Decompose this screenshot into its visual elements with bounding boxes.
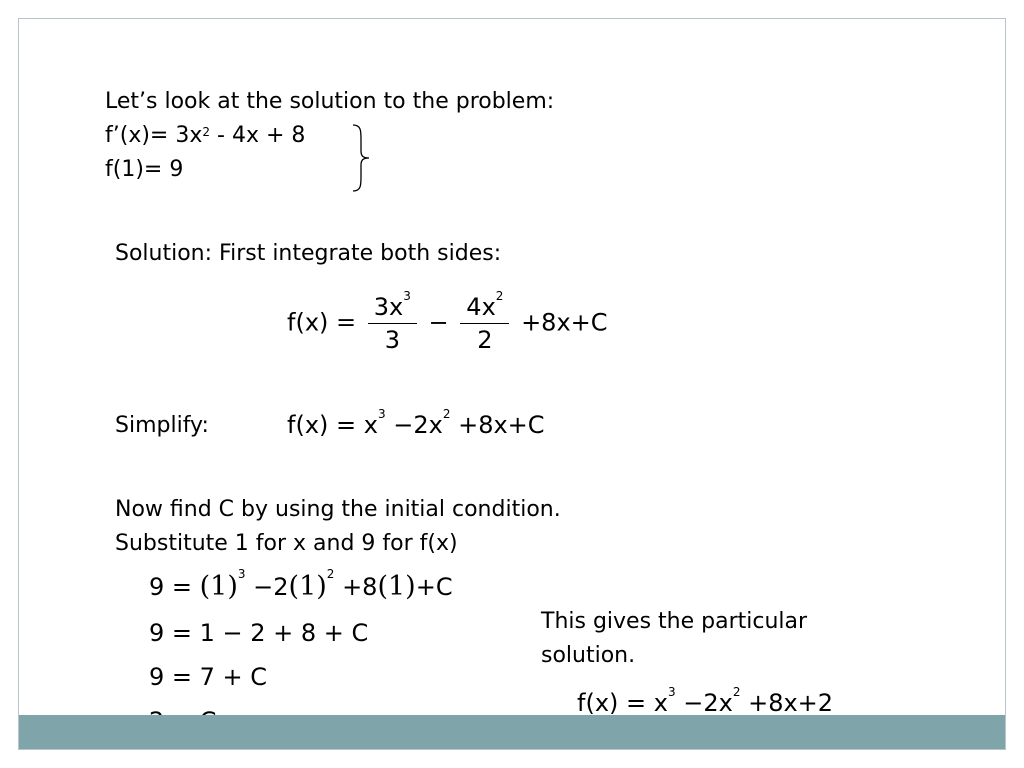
frac2-numerator: 4x	[466, 293, 496, 321]
simplified-lhs: f(x) = x	[287, 411, 378, 439]
simplified-exp1: 3	[377, 407, 386, 421]
simplified-tail: +8x+C	[450, 411, 545, 439]
particular-mid: −2x	[675, 689, 733, 717]
step1-term-4: +C	[415, 573, 453, 601]
derivative-equation	[105, 119, 305, 153]
derivative-prefix: f’(x)= 3x	[105, 123, 203, 148]
integrated-lhs: f(x)	[287, 308, 329, 337]
frac1-numerator: 3x	[373, 293, 404, 321]
step1-paren-3: (1)	[377, 571, 416, 602]
derivative-suffix: - 4x + 8	[210, 123, 306, 148]
fraction-3x3-over-3	[368, 289, 417, 354]
instruction-line-2: Substitute 1 for x and 9 for f(x)	[115, 531, 458, 556]
frac1-exponent: 3	[403, 289, 411, 303]
step1-term-2: −2	[245, 573, 289, 601]
step1-paren-2: (1)	[288, 571, 327, 602]
step1-exp-2: 2	[326, 567, 335, 581]
particular-exp1: 3	[667, 685, 676, 699]
slide	[18, 18, 1006, 750]
simplified-mid: −2x	[385, 411, 443, 439]
integrated-equation	[287, 289, 608, 354]
particular-text-line-2: solution.	[541, 643, 636, 668]
particular-exp2: 2	[732, 685, 741, 699]
step-1-equation	[149, 567, 453, 602]
equals-sign: =	[336, 308, 357, 337]
fraction-4x2-over-2	[460, 289, 509, 354]
simplified-equation	[287, 407, 545, 439]
particular-lhs: f(x) = x	[577, 689, 668, 717]
simplify-label: Simplify:	[115, 413, 209, 438]
frac2-denominator: 2	[477, 326, 493, 354]
step1-exp-1: 3	[237, 567, 246, 581]
step-2-equation: 9 = 1 − 2 + 8 + C	[149, 619, 369, 647]
step1-lhs: 9 =	[149, 573, 200, 601]
intro-text: Let’s look at the solution to the problem:	[105, 89, 555, 114]
footer-band	[19, 715, 1005, 749]
particular-solution-equation	[577, 685, 834, 717]
simplified-exp2: 2	[442, 407, 451, 421]
step-3-equation: 9 = 7 + C	[149, 663, 268, 691]
particular-tail: +8x+2	[740, 689, 834, 717]
particular-text-line-1: This gives the particular	[541, 609, 808, 634]
frac2-exponent: 2	[495, 289, 504, 303]
right-brace-icon	[349, 123, 373, 193]
initial-condition: f(1)= 9	[105, 157, 184, 182]
instruction-line-1: Now find C by using the initial condition.	[115, 497, 561, 522]
derivative-exponent: 2	[202, 125, 211, 139]
step1-paren-1: (1)	[199, 571, 238, 602]
integrated-tail: +8x+C	[521, 308, 608, 337]
solution-heading: Solution: First integrate both sides:	[115, 241, 502, 266]
frac1-denominator: 3	[384, 326, 400, 354]
step1-term-3: +8	[334, 573, 378, 601]
minus-sign: −	[428, 308, 449, 337]
